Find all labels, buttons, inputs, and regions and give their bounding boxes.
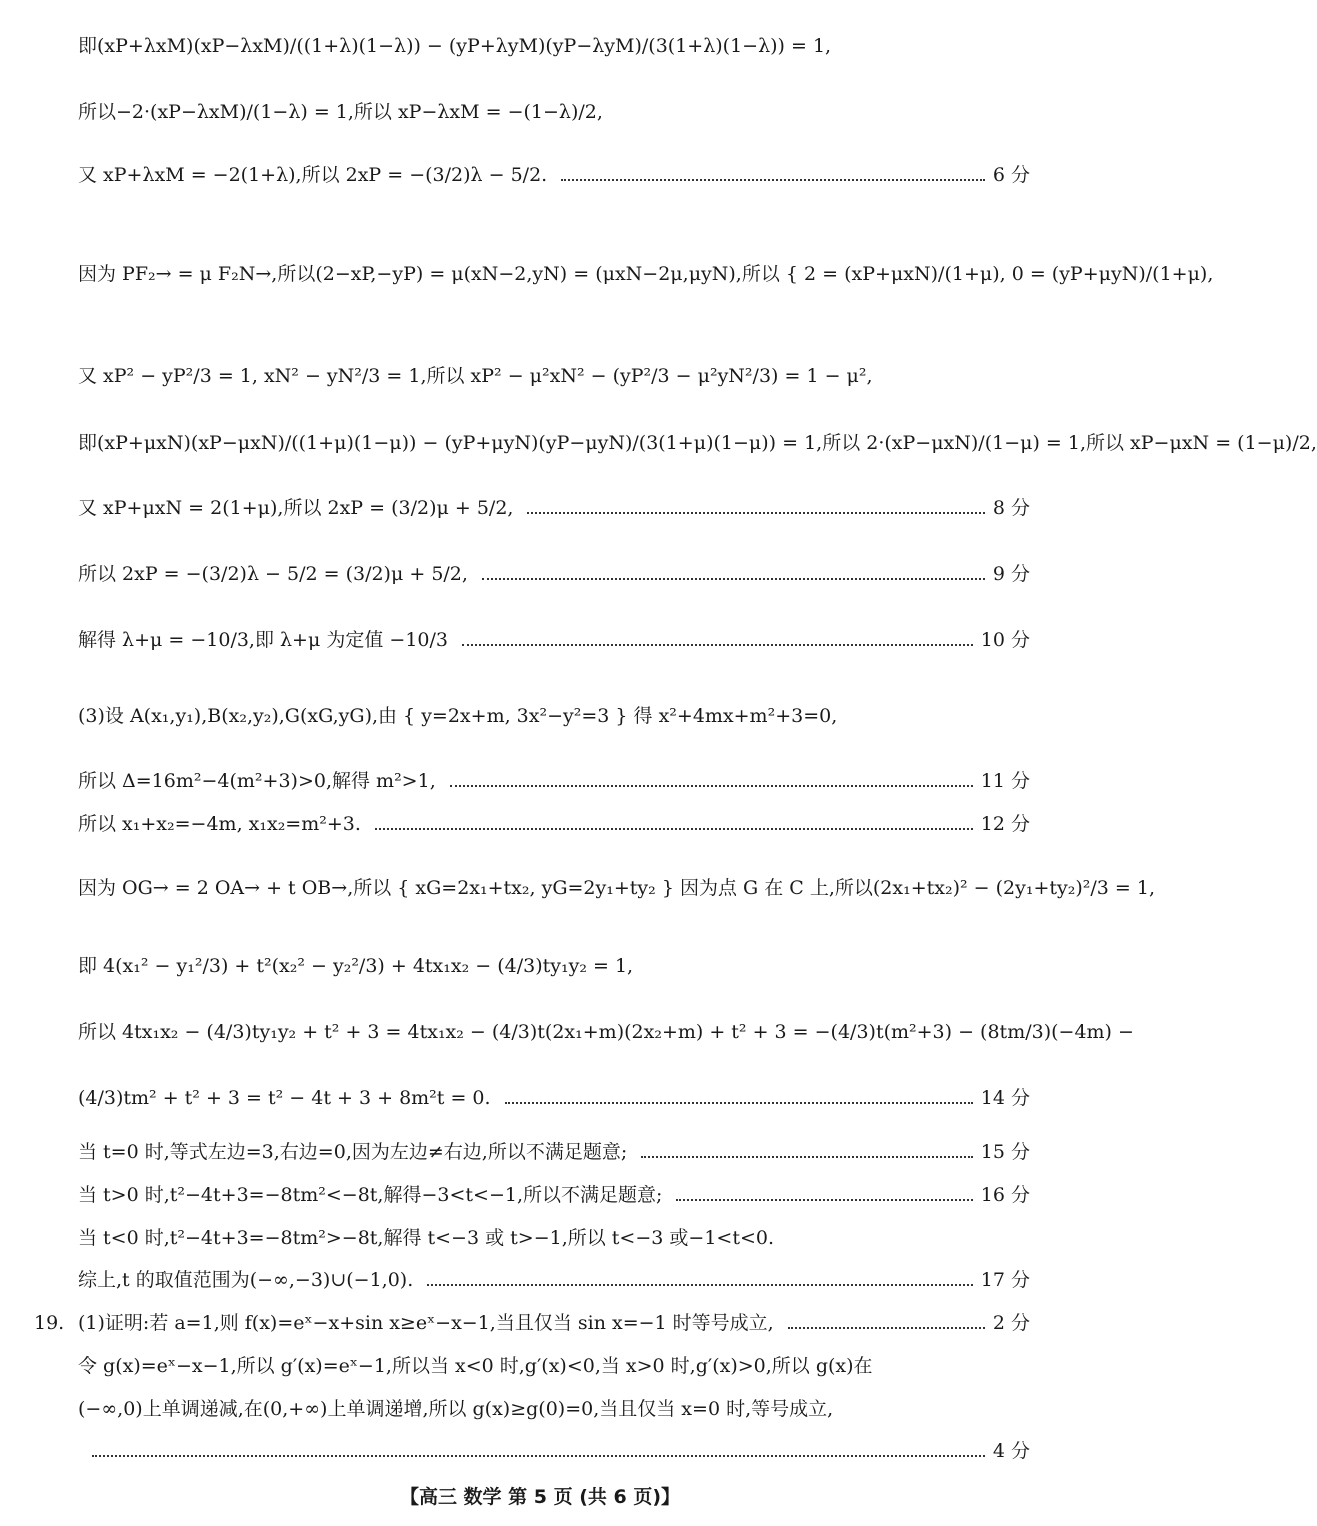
leader-dots	[561, 178, 985, 181]
score-label: 17 分	[980, 1269, 1030, 1291]
score-label: 2 分	[992, 1312, 1030, 1334]
line-23: (−∞,0)上单调递减,在(0,+∞)上单调递增,所以 g(x)≥g(0)=0,当且仅当 x=0 时,等号成立,	[78, 1398, 834, 1420]
line-14: 即 4(x₁² − y₁²/3) + t²(x₂² − y₂²/3) + 4tx₁x₂ − (4/3)ty₁y₂ = 1,	[78, 955, 634, 977]
line-20: 综上,t 的取值范围为(−∞,−3)∪(−1,0). 17 分	[78, 1269, 1030, 1291]
line-18: 当 t>0 时,t²−4t+3=−8tm²<−8t,解得−3<t<−1,所以不满足题意; 16 分	[78, 1184, 1030, 1206]
line-10: (3)设 A(x₁,y₁),B(x₂,y₂),G(xG,yG),由 { y=2x+m, 3x²−y²=3 } 得 x²+4mx+m²+3=0,	[78, 705, 838, 727]
leader-dots	[505, 1101, 973, 1104]
score-label: 11 分	[980, 770, 1030, 792]
line-1: 即(xP+λxM)(xP−λxM)/((1+λ)(1−λ)) − (yP+λyM)(yP−λyM)/(3(1+λ)(1−λ)) = 1,	[78, 35, 832, 57]
score-label: 16 分	[980, 1184, 1030, 1206]
score-label: 9 分	[992, 563, 1030, 585]
line-21: (1)证明:若 a=1,则 f(x)=eˣ−x+sin x≥eˣ−x−1,当且仅当 sin x=−1 时等号成立, 2 分	[78, 1312, 1030, 1334]
line-22: 令 g(x)=eˣ−x−1,所以 g′(x)=eˣ−1,所以当 x<0 时,g′(x)<0,当 x>0 时,g′(x)>0,所以 g(x)在	[78, 1355, 873, 1377]
line-24	[78, 1439, 1030, 1463]
line-16: (4/3)tm² + t² + 3 = t² − 4t + 3 + 8m²t = 0. 14 分	[78, 1087, 1030, 1109]
leader-dots	[450, 784, 973, 787]
line-15: 所以 4tx₁x₂ − (4/3)ty₁y₂ + t² + 3 = 4tx₁x₂ − (4/3)t(2x₁+m)(2x₂+m) + t² + 3 = −(4/3)t(m²+3) − (8tm/3)(−4m) −	[78, 1021, 1134, 1043]
line-19: 当 t<0 时,t²−4t+3=−8tm²>−8t,解得 t<−3 或 t>−1,所以 t<−3 或−1<t<0.	[78, 1227, 775, 1249]
leader-dots	[482, 577, 985, 580]
leader-dots	[427, 1283, 973, 1286]
line-7: 又 xP+μxN = 2(1+μ),所以 2xP = (3/2)μ + 5/2, 8 分	[78, 497, 1030, 519]
line-6: 即(xP+μxN)(xP−μxN)/((1+μ)(1−μ)) − (yP+μyN)(yP−μyN)/(3(1+μ)(1−μ)) = 1,所以 2·(xP−μxN)/(1−μ) = 1,所以 xP−μxN = (1−μ)/2,	[78, 432, 1317, 454]
score-label: 14 分	[980, 1087, 1030, 1109]
score-label: 12 分	[980, 813, 1030, 835]
score-label: 6 分	[992, 164, 1030, 186]
page-footer: 【高三 数学 第 5 页 (共 6 页)】	[399, 1486, 681, 1508]
leader-dots	[92, 1454, 985, 1457]
score-label: 10 分	[980, 629, 1030, 651]
leader-dots	[375, 827, 973, 830]
score-label: 8 分	[992, 497, 1030, 519]
leader-dots	[462, 643, 973, 646]
leader-dots	[788, 1326, 985, 1329]
score-label: 15 分	[980, 1141, 1030, 1163]
line-11: 所以 Δ=16m²−4(m²+3)>0,解得 m²>1, 11 分	[78, 770, 1030, 792]
line-5: 又 xP² − yP²/3 = 1, xN² − yN²/3 = 1,所以 xP² − μ²xN² − (yP²/3 − μ²yN²/3) = 1 − μ²,	[78, 365, 873, 387]
line-13: 因为 OG→ = 2 OA→ + t OB→,所以 { xG=2x₁+tx₂, yG=2y₁+ty₂ } 因为点 G 在 C 上,所以(2x₁+tx₂)² − (2y₁+ty₂)²/3 = 1,	[78, 877, 1156, 899]
score-label: 4 分	[992, 1440, 1030, 1462]
line-17: 当 t=0 时,等式左边=3,右边=0,因为左边≠右边,所以不满足题意; 15 分	[78, 1141, 1030, 1163]
line-8: 所以 2xP = −(3/2)λ − 5/2 = (3/2)μ + 5/2, 9 分	[78, 563, 1030, 585]
problem-number: 19.	[34, 1312, 65, 1334]
line-4: 因为 PF₂→ = μ F₂N→,所以(2−xP,−yP) = μ(xN−2,yN) = (μxN−2μ,μyN),所以 { 2 = (xP+μxN)/(1+μ), 0 = (yP+μyN)/(1+μ),	[78, 263, 1214, 285]
line-2: 所以−2·(xP−λxM)/(1−λ) = 1,所以 xP−λxM = −(1−λ)/2,	[78, 101, 603, 123]
line-9: 解得 λ+μ = −10/3,即 λ+μ 为定值 −10/3 10 分	[78, 629, 1030, 651]
leader-dots	[641, 1155, 973, 1158]
leader-dots	[527, 511, 984, 514]
leader-dots	[676, 1198, 972, 1201]
line-3: 又 xP+λxM = −2(1+λ),所以 2xP = −(3/2)λ − 5/2. 6 分	[78, 164, 1030, 186]
line-12: 所以 x₁+x₂=−4m, x₁x₂=m²+3. 12 分	[78, 813, 1030, 835]
